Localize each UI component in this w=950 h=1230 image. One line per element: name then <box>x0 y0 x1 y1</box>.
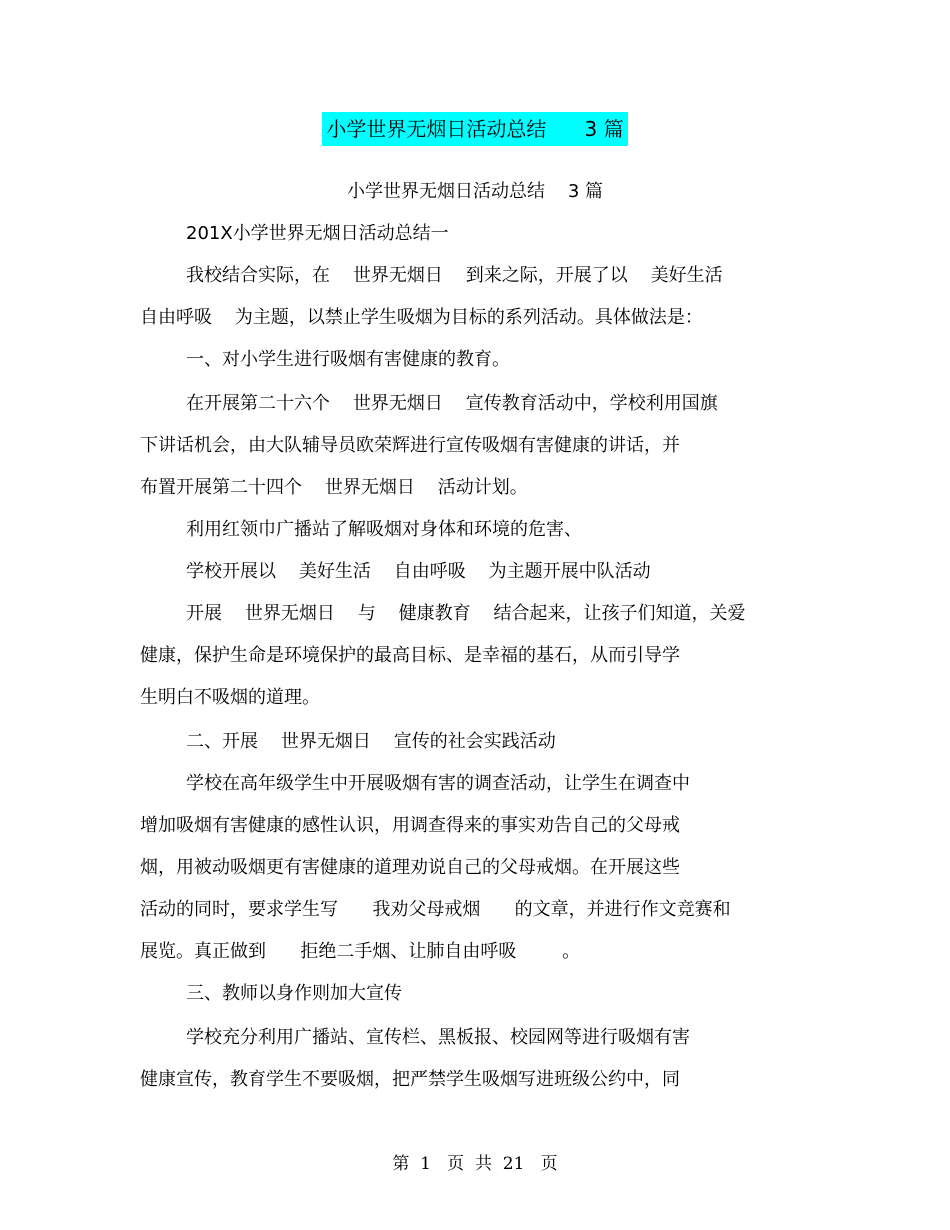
paragraph-line: 学校在高年级学生中开展吸烟有害的调查活动，让学生在调查中 <box>186 773 690 794</box>
section-heading: 二、开展 世界无烟日 宣传的社会实践活动 <box>186 731 556 752</box>
paragraph-line: 布置开展第二十四个 世界无烟日 活动计划。 <box>140 477 528 498</box>
paragraph-line: 健康，保护生命是环境保护的最高目标、是幸福的基石，从而引导学 <box>140 645 680 666</box>
paragraph-line: 自由呼吸 为主题，以禁止学生吸烟为目标的系列活动。具体做法是： <box>140 307 703 328</box>
paragraph-line: 烟，用被动吸烟更有害健康的道理劝说自己的父母戒烟。在开展这些 <box>140 857 680 878</box>
paragraph-line: 开展 世界无烟日 与 健康教育 结合起来，让孩子们知道，关爱 <box>186 603 746 624</box>
paragraph-line: 健康宣传，教育学生不要吸烟，把严禁学生吸烟写进班级公约中，同 <box>140 1069 680 1090</box>
title-container <box>0 112 950 146</box>
section-heading: 201X小学世界无烟日活动总结一 <box>186 223 449 244</box>
paragraph-line: 我校结合实际，在 世界无烟日 到来之际，开展了以 美好生活 <box>186 265 723 286</box>
section-heading: 三、教师以身作则加大宣传 <box>186 983 402 1004</box>
paragraph-line: 增加吸烟有害健康的感性认识，用调查得来的事实劝告自己的父母戒 <box>140 815 680 836</box>
paragraph-line: 在开展第二十六个 世界无烟日 宣传教育活动中，学校利用国旗 <box>186 393 718 414</box>
document-title: 小学世界无烟日活动总结 3 篇 <box>322 112 627 146</box>
section-heading: 一、对小学生进行吸烟有害健康的教育。 <box>186 349 510 370</box>
paragraph-line: 学校开展以 美好生活 自由呼吸 为主题开展中队活动 <box>186 561 651 582</box>
paragraph-line: 学校充分利用广播站、宣传栏、黑板报、校园网等进行吸烟有害 <box>186 1027 690 1048</box>
paragraph-line: 展览。真正做到 拒绝二手烟、让肺自由呼吸 。 <box>140 941 581 962</box>
paragraph-line: 活动的同时，要求学生写 我劝父母戒烟 的文章，并进行作文竞赛和 <box>140 899 731 920</box>
paragraph-line: 利用红领巾广播站了解吸烟对身体和环境的危害、 <box>186 519 582 540</box>
document-subtitle: 小学世界无烟日活动总结 3 篇 <box>346 181 604 202</box>
paragraph-line: 生明白不吸烟的道理。 <box>140 687 320 708</box>
page-footer: 第 1 页 共 21 页 <box>392 1154 558 1174</box>
paragraph-line: 下讲话机会，由大队辅导员欧荣辉进行宣传吸烟有害健康的讲话，并 <box>140 435 680 456</box>
